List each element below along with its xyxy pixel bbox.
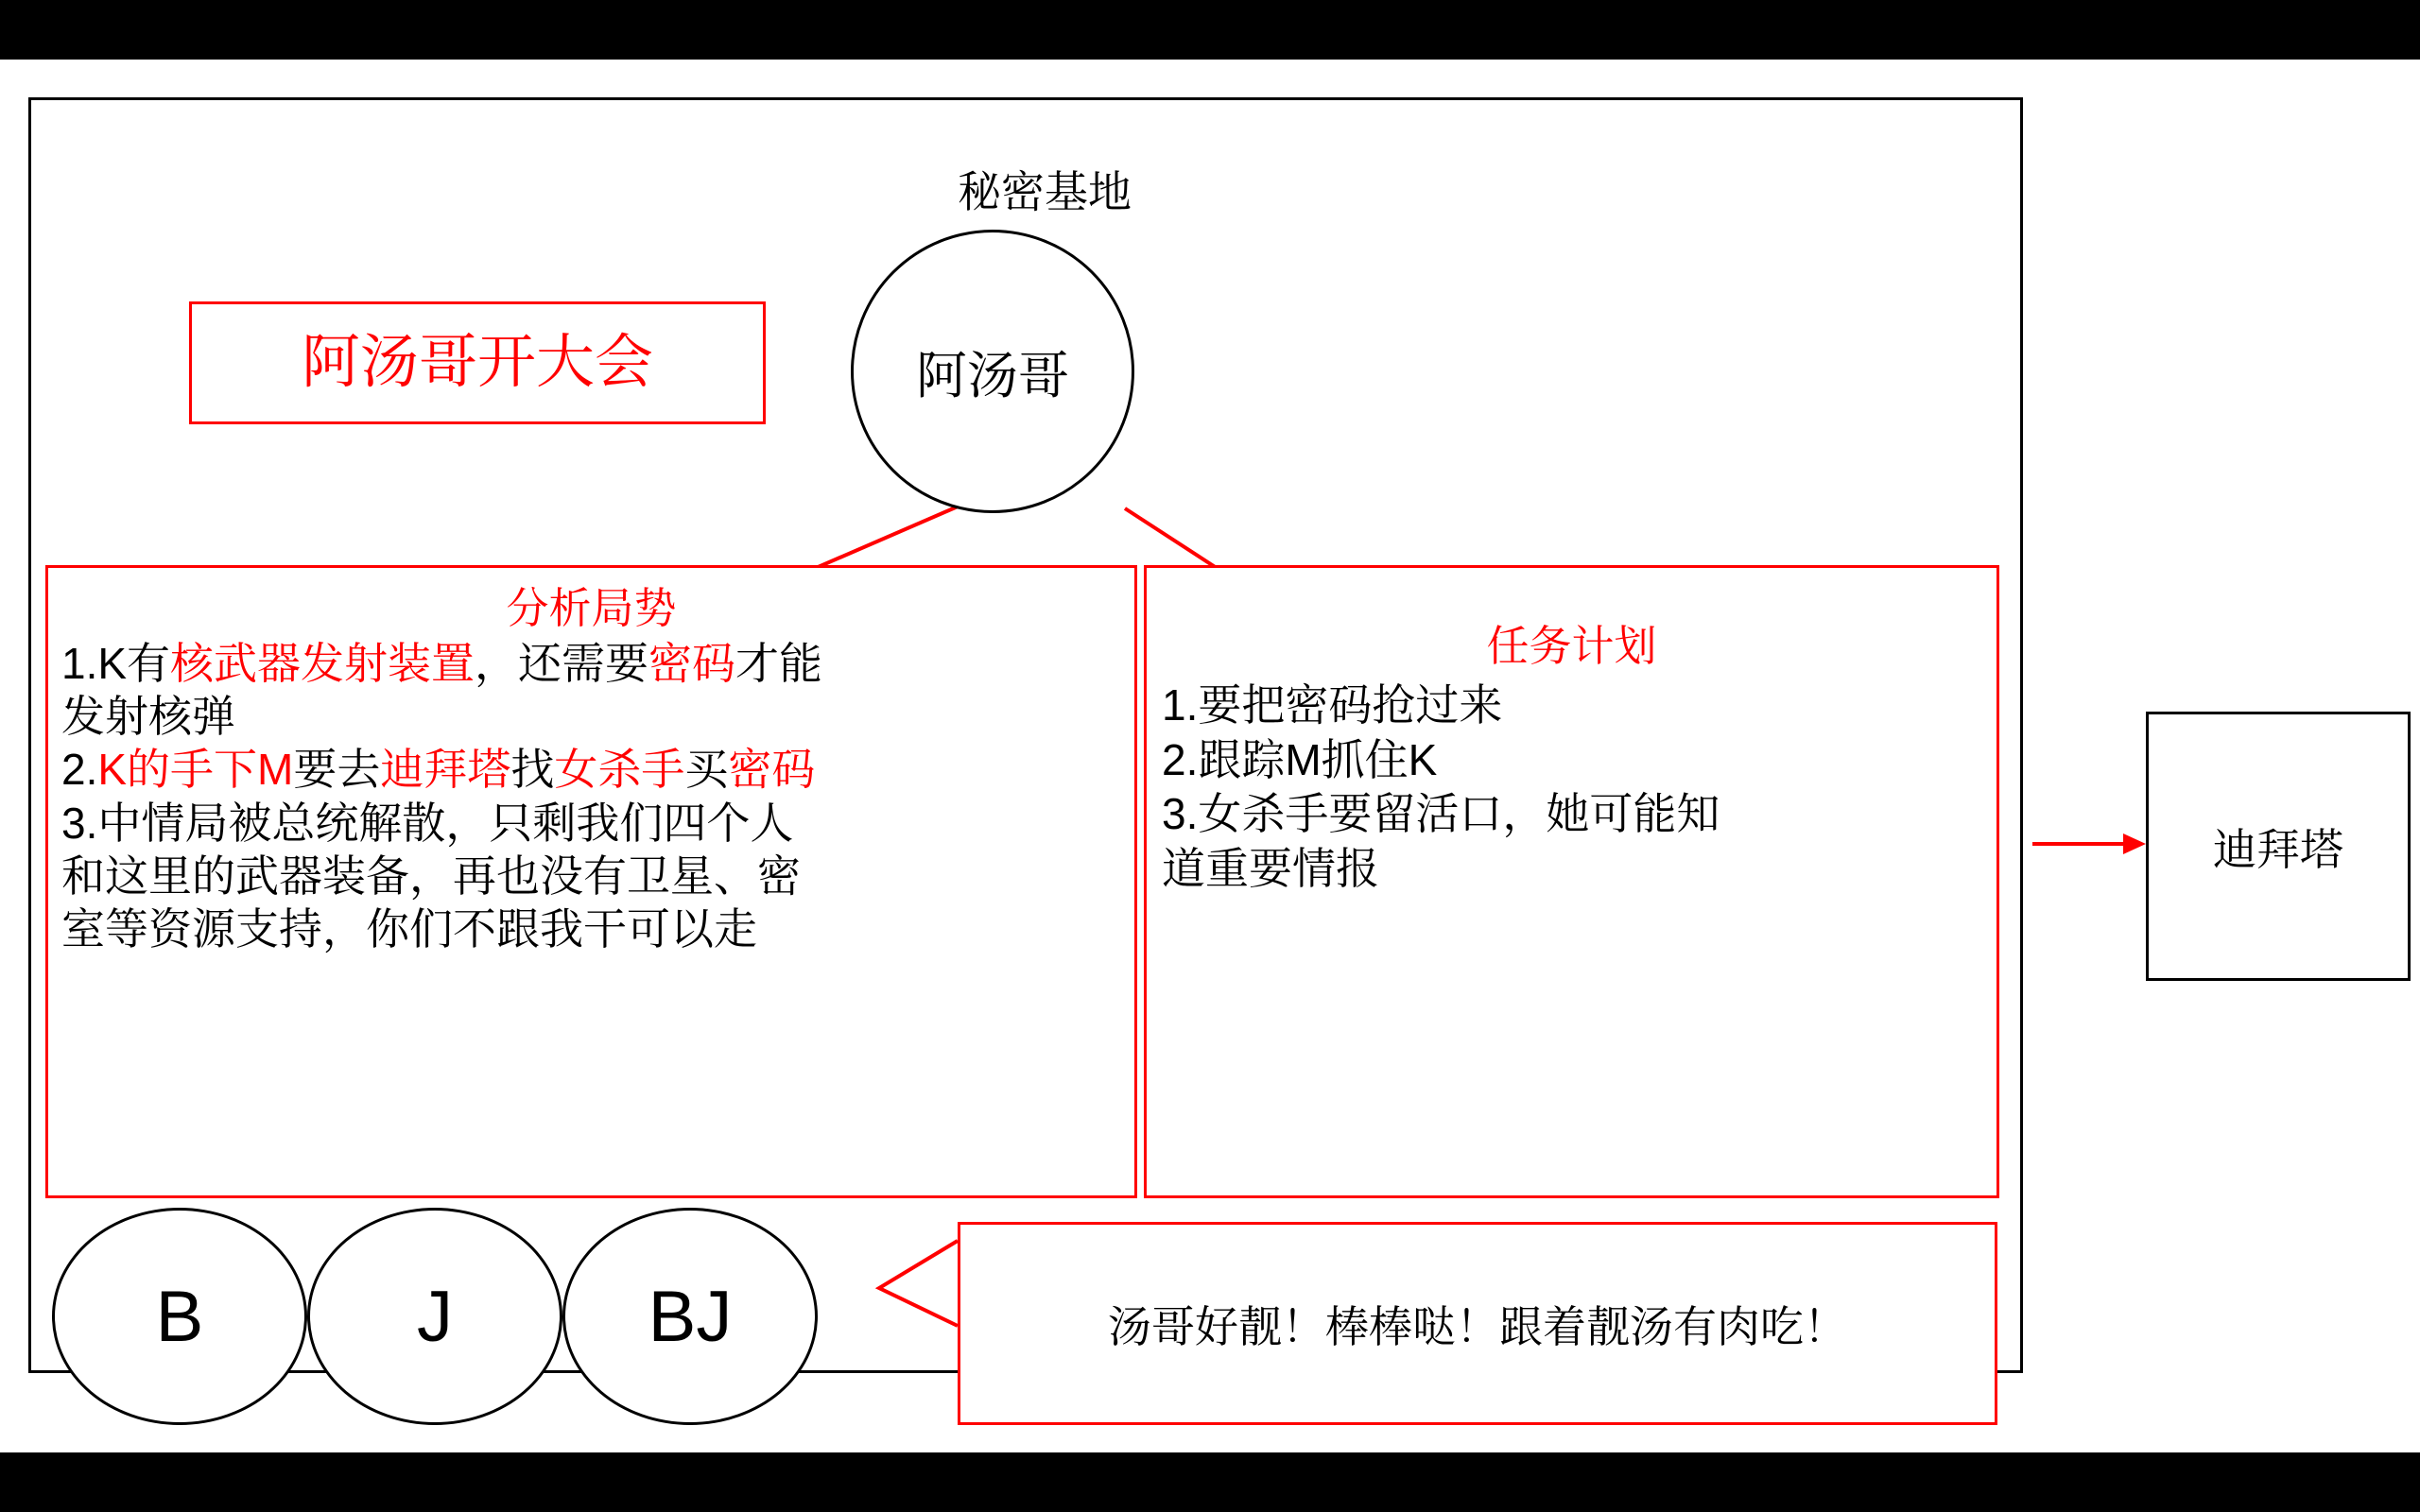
- plan-line-3b: 道重要情报: [1162, 843, 1379, 893]
- analysis-l1-s2: 核武器发射装置: [170, 639, 475, 689]
- analysis-body: [61, 637, 1121, 955]
- plan-line-2: 2.跟踪M抓住K: [1162, 734, 1438, 784]
- plan-box: [1144, 565, 1999, 1198]
- analysis-l2-s3: 要去: [293, 745, 381, 795]
- analysis-box: [45, 565, 1137, 1198]
- member-node-b: [52, 1208, 307, 1425]
- analysis-l2-s1: 2.: [61, 745, 98, 795]
- plan-title: 任务计划: [1486, 622, 1657, 670]
- analysis-l2-s7: 买: [684, 745, 729, 795]
- speech-bubble-text: 汤哥好靓！棒棒哒！跟着靓汤有肉吃！: [1108, 1301, 1847, 1351]
- analysis-l2-s5: 找: [510, 745, 555, 795]
- plan-line-1: 1.要把密码抢过来: [1162, 680, 1503, 730]
- analysis-title: 分析局势: [506, 584, 677, 632]
- analysis-line-3c: 室等资源支持，你们不跟我干可以走: [61, 903, 757, 954]
- analysis-line-3a: 3.中情局被总统解散，只剩我们四个人: [61, 798, 794, 848]
- analysis-l1-s4: 密码: [648, 639, 736, 689]
- analysis-line-2: [61, 743, 1121, 796]
- analysis-line-3b: 和这里的武器装备，再也没有卫星、密: [61, 850, 801, 901]
- member-node-bj: [562, 1208, 818, 1425]
- meeting-title-text: 阿汤哥开大会: [301, 330, 653, 395]
- analysis-l1-s1: 1.K有: [61, 639, 171, 689]
- member-label-j: J: [417, 1276, 453, 1357]
- analysis-l1-s3: ，还需要: [475, 639, 649, 689]
- dubai-tower-label: 迪拜塔: [2213, 824, 2343, 874]
- member-node-j: [307, 1208, 562, 1425]
- diagram-canvas: [0, 60, 2420, 1452]
- plan-body: [1162, 679, 1981, 896]
- member-label-bj: BJ: [648, 1276, 733, 1357]
- analysis-l1-s5: 才能: [735, 639, 823, 689]
- analysis-l2-s8: 密码: [728, 745, 816, 795]
- analysis-l2-s6: 女杀手: [554, 745, 685, 795]
- analysis-line-1b: 发射核弹: [61, 692, 235, 742]
- analysis-l2-s4: 迪拜塔: [380, 745, 511, 795]
- plan-line-3a: 3.女杀手要留活口，她可能知: [1162, 789, 1720, 839]
- secret-base-label: 秘密基地: [958, 167, 1132, 216]
- analysis-l2-s2: K的手下M: [97, 745, 294, 795]
- member-label-b: B: [155, 1276, 204, 1357]
- speech-bubble: [958, 1222, 1997, 1425]
- meeting-title-box: [189, 301, 766, 424]
- hero-node-label: 阿汤哥: [916, 347, 1069, 404]
- dubai-tower-node: [2146, 712, 2411, 981]
- hero-node: [851, 230, 1134, 513]
- analysis-line-1: [61, 637, 1121, 690]
